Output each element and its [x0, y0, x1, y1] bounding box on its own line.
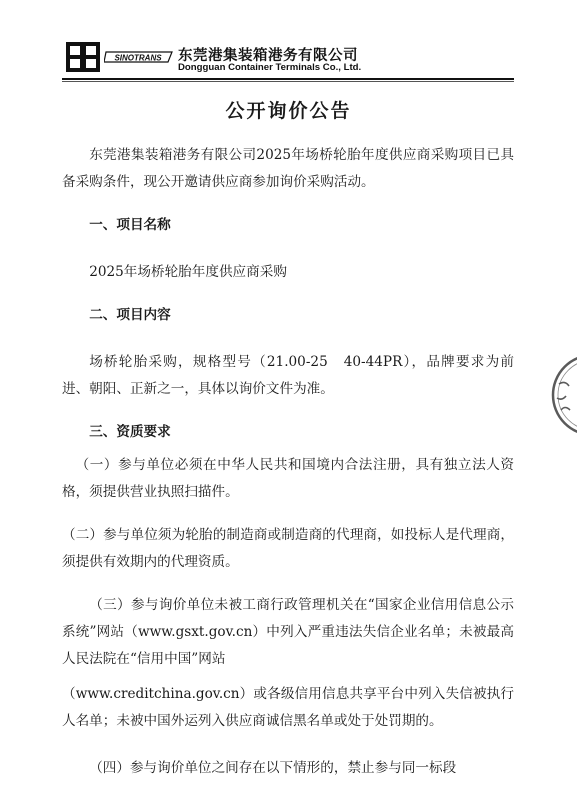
section-heading-project-name: 一、项目名称: [89, 217, 171, 233]
company-name-cn: 东莞港集装箱港务有限公司: [178, 48, 358, 64]
qualification-item-2: （二）参与单位须为轮胎的制造商或制造商的代理商，如投标人是代理商，须提供有效期内的代理资质。: [62, 527, 514, 570]
company-name-en: Dongguan Container Terminals Co., Ltd.: [178, 62, 362, 73]
project-name-text: 2025年场桥轮胎年度供应商采购: [89, 264, 287, 280]
project-content-text: 场桥轮胎采购，规格型号（21.00-25 40-44PR），品牌要求为前进、朝阳、正新之一，具体以询价文件为准。: [62, 354, 514, 397]
company-seal-icon: [545, 350, 577, 440]
qualification-item-1: （一）参与单位必须在中华人民共和国境内合法注册，具有独立法人资格，须提供营业执照扫描件。: [62, 457, 514, 500]
intro-paragraph: 东莞港集装箱港务有限公司2025年场桥轮胎年度供应商采购项目已具备采购条件，现公开邀请供应商参加询价采购活动。: [62, 147, 514, 190]
qualification-item-4: （四）参与询价单位之间存在以下情形的，禁止参与同一标段: [89, 760, 457, 776]
header-divider: [62, 78, 514, 80]
section-heading-qualifications: 三、资质要求: [89, 424, 171, 440]
company-logo-icon: [66, 42, 100, 72]
qualification-item-3-continued: （www.creditchina.gov.cn）或各级信用信息共享平台中列入失信被执行人名单；未被中国外运列入供应商诚信黑名单或处于处罚期的。: [62, 686, 514, 729]
document-body: [62, 142, 514, 782]
document-title: 公开询价公告: [225, 100, 352, 122]
header-divider-thin: [62, 81, 514, 82]
qualification-item-3: （三）参与询价单位未被工商行政管理机关在“国家企业信用信息公示系统”网站（www.gsxt.gov.cn）中列入严重违法失信企业名单；未被最高人民法院在“信用中国”网站: [62, 597, 514, 667]
letterhead: [66, 38, 366, 78]
sinotrans-banner-icon: [104, 50, 174, 64]
logo-text: SINOTRANS: [114, 53, 162, 63]
section-heading-project-content: 二、项目内容: [89, 307, 171, 323]
